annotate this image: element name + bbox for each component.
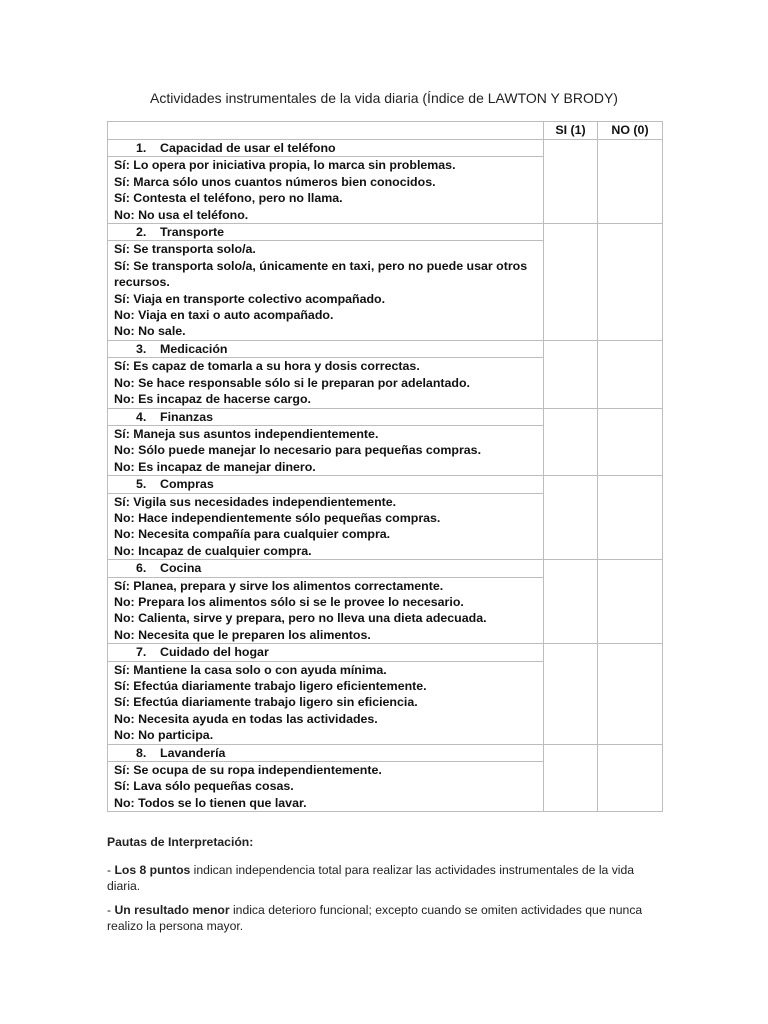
option-line: Sí: Se ocupa de su ropa independientemente. [114,763,382,778]
section-name: Cuidado del hogar [160,645,269,660]
option-line: No: Sólo puede manejar lo necesario para pequeñas compras. [114,443,482,458]
table-body [108,140,663,812]
option-line: No: Hace independientemente sólo pequeñas compras. [114,510,441,525]
section-options [108,358,544,408]
section-options [108,157,544,224]
option-line: No: Es incapaz de hacerse cargo. [114,392,311,407]
option-line: No: Todos se lo tienen que lavar. [114,795,307,810]
section-name: Capacidad de usar el teléfono [160,141,336,155]
option-line: Sí: Es capaz de tomarla a su hora y dosis correctas. [114,359,420,374]
option-line: No: No sale. [114,324,186,339]
section-number: 6. [136,561,147,576]
section-title [108,644,544,661]
score-cell-no[interactable] [598,408,663,476]
notes-heading: Pautas de Interpretación: [107,835,254,849]
section-options [108,661,544,744]
section-number: 7. [136,645,147,660]
score-cell-si[interactable] [544,644,598,744]
option-line: No: Calienta, sirve y prepara, pero no lleva una dieta adecuada. [114,611,487,626]
header-item-cell [108,122,544,140]
option-line: Sí: Marca sólo unos cuantos números bien conocidos. [114,174,436,189]
section-title-row [108,224,663,241]
section-options [108,762,544,812]
score-cell-si[interactable] [544,408,598,476]
section-options [108,493,544,560]
section-title-row [108,744,663,761]
section-number: 8. [136,745,147,760]
option-line: Sí: Mantiene la casa solo o con ayuda mínima. [114,662,387,677]
section-title [108,224,544,241]
header-no: NO (0) [598,122,663,140]
section-number: 3. [136,341,147,356]
option-line: No: Se hace responsable sólo si le preparan por adelantado. [114,375,470,390]
section-number: 2. [136,225,147,240]
option-line: Sí: Lo opera por iniciativa propia, lo marca sin problemas. [114,158,456,173]
option-line: No: Prepara los alimentos sólo si se le provee lo necesario. [114,594,464,609]
option-line: Sí: Planea, prepara y sirve los alimentos correctamente. [114,578,444,593]
note-bold: Los 8 puntos [114,863,191,877]
score-cell-no[interactable] [598,140,663,224]
section-title-row [108,476,663,493]
option-line: Sí: Vigila sus necesidades independientemente. [114,494,397,509]
note-prefix: - [107,863,115,877]
score-cell-si[interactable] [544,140,598,224]
option-line: Sí: Maneja sus asuntos independientemente. [114,426,379,441]
score-cell-no[interactable] [598,644,663,744]
option-line: Sí: Se transporta solo/a. [114,242,256,257]
option-line: Sí: Se transporta solo/a, únicamente en taxi, pero no puede usar otros recursos. [114,258,528,290]
section-name: Finanzas [160,409,214,424]
section-number: 4. [136,409,147,424]
section-name: Compras [160,477,214,492]
section-name: Transporte [160,225,225,240]
document-title: Actividades instrumentales de la vida diaria (Índice de LAWTON Y BRODY) [150,90,618,106]
interpretation-notes [107,834,662,942]
score-cell-no[interactable] [598,340,663,408]
option-line: Sí: Viaja en transporte colectivo acompañado. [114,291,386,306]
section-title [108,140,544,157]
section-name: Medicación [160,341,228,356]
note-bold: Un resultado menor [114,903,230,917]
score-cell-no[interactable] [598,560,663,644]
option-line: No: No participa. [114,728,214,743]
score-cell-no[interactable] [598,476,663,560]
section-title [108,560,544,577]
note-text: indican independencia total para realizar las actividades instrumentales de la vida diaria. [107,863,635,893]
section-name: Cocina [160,561,202,576]
option-line: No: Necesita ayuda en todas las actividades. [114,711,378,726]
score-cell-si[interactable] [544,340,598,408]
score-cell-si[interactable] [544,560,598,644]
option-line: No: Incapaz de cualquier compra. [114,543,312,558]
table-header-row [108,122,663,140]
option-line: Sí: Efectúa diariamente trabajo ligero sin eficiencia. [114,695,418,710]
score-cell-si[interactable] [544,744,598,812]
lawton-brody-table [107,121,663,812]
section-title-row [108,644,663,661]
section-title-row [108,408,663,425]
section-title [108,744,544,761]
option-line: Sí: Contesta el teléfono, pero no llama. [114,191,343,206]
section-number: 1. [136,141,147,155]
option-line: No: Viaja en taxi o auto acompañado. [114,308,334,323]
section-title-row [108,560,663,577]
section-title [108,476,544,493]
section-title-row [108,340,663,357]
note-prefix: - [107,903,115,917]
option-line: No: No usa el teléfono. [114,207,249,222]
option-line: No: Necesita que le preparen los alimentos. [114,627,371,642]
note-item [107,902,662,934]
option-line: No: Es incapaz de manejar dinero. [114,459,316,474]
section-options [108,241,544,340]
section-options [108,425,544,475]
score-cell-si[interactable] [544,476,598,560]
score-cell-no[interactable] [598,224,663,341]
section-number: 5. [136,477,147,492]
note-text: indica deterioro funcional; excepto cuando se omiten actividades que nunca realizo la persona mayor. [107,903,643,933]
option-line: Sí: Lava sólo pequeñas cosas. [114,779,294,794]
score-cell-si[interactable] [544,224,598,341]
section-title [108,340,544,357]
section-title-row [108,140,663,157]
score-cell-no[interactable] [598,744,663,812]
section-title [108,408,544,425]
section-name: Lavandería [160,745,226,760]
option-line: No: Necesita compañía para cualquier compra. [114,527,391,542]
header-si: SI (1) [544,122,598,140]
note-item [107,862,662,894]
option-line: Sí: Efectúa diariamente trabajo ligero eficientemente. [114,679,427,693]
section-options [108,577,544,644]
